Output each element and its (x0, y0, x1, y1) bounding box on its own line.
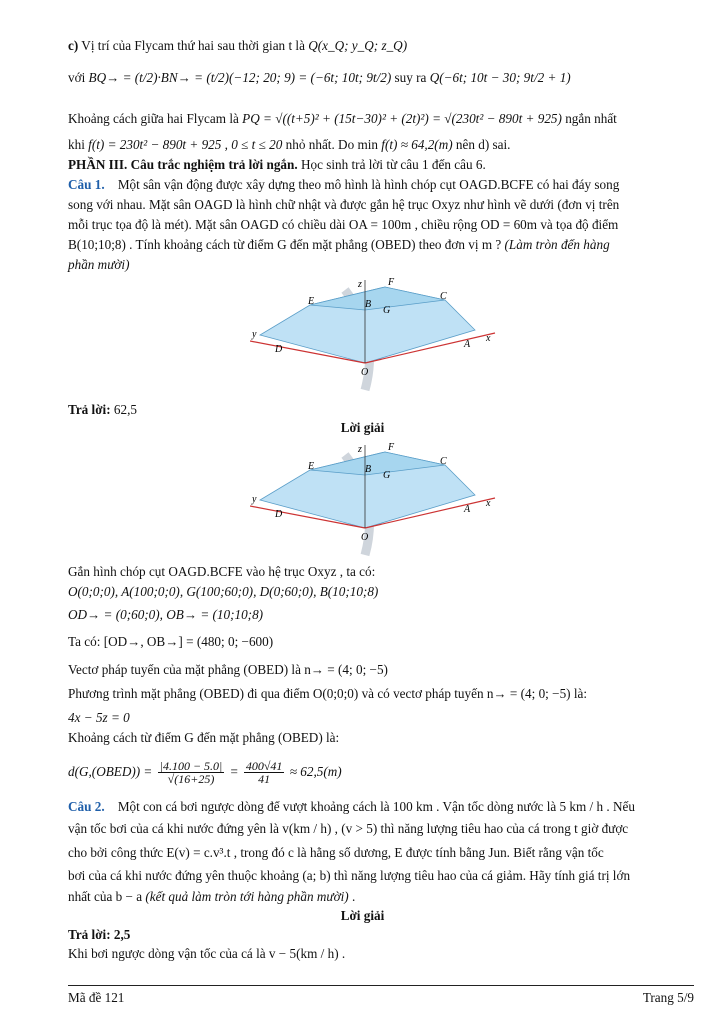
q1-label: Câu 1. (68, 177, 105, 192)
q2-text-5-italic: (kết quả làm tròn tới hàng phần mười) (145, 889, 349, 904)
flycam-math-bq: BQ→ = (t/2)·BN→ = (t/2)(−12; 20; 9) = (−6t; 10t; 9t/2) (88, 70, 392, 85)
flycam-mid: suy ra (391, 70, 430, 85)
q2-line-2 (68, 821, 628, 837)
label-F: F (388, 442, 395, 453)
q2-text-3: cho bởi công thức E(v) = c.v³.t , trong đó c là hằng số dương, E được tính bằng Jun. Biết rằng vận tốc (68, 845, 604, 860)
solution2-text-1: Khi bơi ngược dòng vận tốc của cá là v − 5(km / h) . (68, 946, 346, 961)
solution1-cross-product: Ta có: [OD→, OB→] = (480; 0; −600) (68, 634, 274, 649)
q1-line-3 (68, 217, 618, 233)
q2-answer-value: 2,5 (113, 927, 131, 942)
flycam-math: Q(x_Q; y_Q; z_Q) (308, 38, 408, 53)
q1-text-4-italic: (Làm tròn đến hàng (504, 237, 610, 252)
flycam-line-4 (68, 137, 510, 153)
label-O: O (361, 367, 369, 378)
distance-denominator: √(16+25) (167, 772, 215, 787)
q2-label: Câu 2. (68, 799, 105, 814)
solution1-vectors: OD→ = (0;60;0), OB→ = (10;10;8) (68, 607, 264, 622)
label-D: D (275, 509, 283, 520)
label-x: x (486, 333, 491, 344)
flycam-line-1 (68, 38, 407, 54)
solution1-line-2 (68, 584, 378, 600)
distance-numerator: |4.100 − 5.0| (159, 759, 223, 774)
q1-text-1: Một sân vận động được xây dựng theo mô hình là hình chóp cụt OAGD.BCFE có hai đáy song (117, 177, 620, 192)
label-E: E (308, 461, 315, 472)
label-E: E (308, 296, 315, 307)
label-C: C (440, 291, 447, 302)
flycam-min-math: f(t) ≈ 64,2(m) (381, 137, 453, 152)
solution1-line-7 (68, 710, 130, 726)
flycam-when: khi (68, 137, 89, 152)
footer-exam-code: Mã đề 121 (68, 990, 125, 1005)
label-G: G (383, 470, 391, 481)
q1-line-2 (68, 197, 619, 213)
q2-answer (68, 927, 130, 943)
flycam-distance-suffix: ngắn nhất (561, 111, 617, 126)
label-z: z (358, 279, 362, 290)
q1-line-1 (68, 177, 619, 193)
solution1-plane-intro: Phương trình mặt phẳng (OBED) đi qua điểm O(0;0;0) và có vectơ pháp tuyến n→ = (4; 0; −5) là: (68, 686, 588, 701)
distance-denominator-2: 41 (258, 772, 271, 787)
truncated-pyramid-figure-2 (250, 440, 500, 560)
flycam-part-label: c) (68, 38, 79, 53)
label-y: y (252, 329, 257, 340)
q2-line-5 (68, 889, 355, 905)
solution1-line-6 (68, 686, 587, 702)
solution1-line-1 (68, 564, 375, 580)
distance-result: ≈ 62,5(m) (289, 764, 342, 779)
label-F: F (388, 277, 395, 288)
distance-lhs: d(G,(OBED)) = (68, 764, 153, 779)
truncated-pyramid-figure-1 (250, 275, 500, 395)
solution1-line-8 (68, 730, 339, 746)
solution2-line-1 (68, 946, 345, 962)
flycam-math-q: Q(−6t; 10t − 30; 9t/2 + 1) (429, 70, 571, 85)
flycam-min-text: nhỏ nhất. Do min (282, 137, 382, 152)
q2-text-5: nhất của b − a (68, 889, 146, 904)
label-G: G (383, 305, 391, 316)
distance-numerator-2: 400√41 (245, 759, 283, 774)
distance-fraction-1 (158, 760, 225, 785)
solution1-line-3 (68, 607, 263, 623)
q1-answer-value: 62,5 (113, 402, 137, 417)
q2-line-1 (68, 799, 635, 815)
flycam-distance-math: PQ = √((t+5)² + (15t−30)² + (2t)²) = √(230t² − 890t + 925) (242, 111, 562, 126)
q2-text-4: bơi của cá khi nước đứng yên thuộc khoảng (a; b) thì năng lượng tiêu hao của cá giảm. Hãy tính giá trị lớn (68, 868, 631, 883)
label-A: A (464, 339, 471, 350)
q1-answer (68, 402, 137, 418)
label-B: B (365, 299, 372, 310)
flycam-line-3 (68, 111, 617, 127)
solution2-title: Lời giải (340, 908, 385, 923)
label-x: x (486, 498, 491, 509)
solution1-line-9 (68, 752, 342, 792)
label-C: C (440, 456, 447, 467)
q1-line-4 (68, 237, 610, 253)
q2-text-5-end: . (348, 889, 356, 904)
label-z: z (358, 444, 362, 455)
flycam-prefix: với (68, 70, 89, 85)
q1-text-2: song với nhau. Mặt sân OAGD là hình chữ nhật và được gắn hệ trục Oxyz như hình vẽ dưới (đơn vị trên (68, 197, 620, 212)
part3-heading (68, 157, 486, 173)
label-B: B (365, 464, 372, 475)
solution1-text-1: Gắn hình chóp cụt OAGD.BCFE vào hệ trục Oxyz , ta có: (68, 564, 376, 579)
distance-fraction-2 (244, 760, 285, 785)
label-D: D (275, 344, 283, 355)
q1-text-5: phần mười) (68, 257, 130, 272)
solution1-normal: Vectơ pháp tuyến của mặt phẳng (OBED) là n→ = (4; 0; −5) (68, 662, 388, 677)
distance-equals: = (229, 764, 239, 779)
solution1-title: Lời giải (340, 420, 385, 435)
solution1-distance-intro: Khoảng cách từ điểm G đến mặt phẳng (OBED) là: (68, 730, 340, 745)
footer-rule (68, 985, 694, 986)
solution1-line-4 (68, 634, 273, 650)
flycam-distance-text: Khoảng cách giữa hai Flycam là (68, 111, 243, 126)
q1-text-3: mỗi trục tọa độ là mét). Mặt sân OAGD có chiều dài OA = 100m , chiều rộng OD = 60m và tọa độ điểm (68, 217, 619, 232)
q2-line-4 (68, 868, 630, 884)
flycam-f-math: f(t) = 230t² − 890t + 925 , 0 ≤ t ≤ 20 (88, 137, 283, 152)
label-O: O (361, 532, 369, 543)
q2-answer-label: Trả lời: (68, 927, 111, 942)
solution1-coords: O(0;0;0), A(100;0;0), G(100;60;0), D(0;60;0), B(10;10;8) (68, 584, 379, 599)
footer-page-number: Trang 5/9 (642, 990, 694, 1005)
part3-heading-bold: PHẦN III. Câu trắc nghiệm trả lời ngắn. (68, 157, 298, 172)
flycam-conclusion: nên d) sai. (452, 137, 511, 152)
flycam-line-2 (68, 70, 571, 86)
q1-answer-label: Trả lời: (68, 402, 111, 417)
q1-line-5 (68, 257, 129, 273)
label-y: y (252, 494, 257, 505)
q2-text-2: vận tốc bơi của cá khi nước đứng yên là v(km / h) , (v > 5) thì năng lượng tiêu hao của cá trong t giờ được (68, 821, 629, 836)
label-A: A (464, 504, 471, 515)
part3-heading-rest: Học sinh trả lời từ câu 1 đến câu 6. (297, 157, 486, 172)
flycam-text: Vị trí của Flycam thứ hai sau thời gian t là (78, 38, 309, 53)
solution1-line-5 (68, 662, 388, 678)
q1-text-4: B(10;10;8) . Tính khoảng cách từ điểm G đến mặt phẳng (OBED) theo đơn vị m ? (68, 237, 505, 252)
q2-line-3 (68, 845, 604, 861)
q2-text-1: Một con cá bơi ngược dòng để vượt khoảng cách là 100 km . Vận tốc dòng nước là 5 km / h . Nếu (117, 799, 635, 814)
solution1-plane-equation: 4x − 5z = 0 (68, 710, 130, 725)
